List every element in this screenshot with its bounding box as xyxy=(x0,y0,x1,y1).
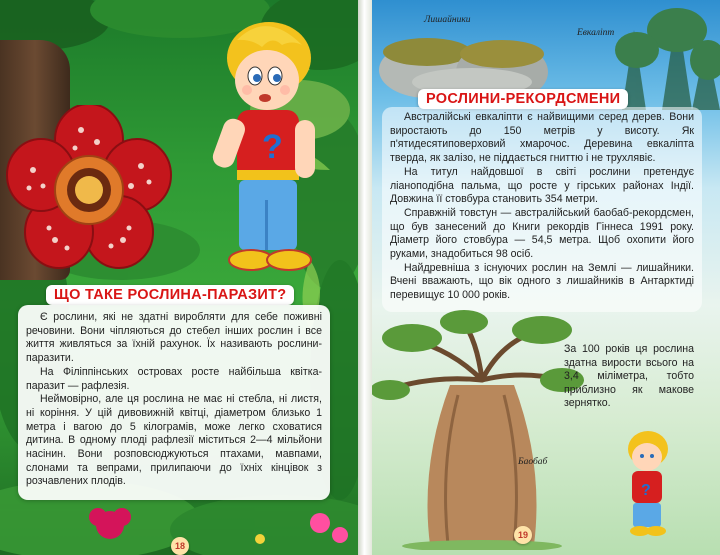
right-paragraph-2: На титул найдовшої в світі рослини претендує ліаноподібна пальма, що росте у гірських районах Індії. Довжина її стовбура становить 354 метри. xyxy=(390,165,694,206)
right-paragraph-3: Справжній товстун — австралійський баобаб-рекордсмен, що був занесений до Книги рекордів Гіннеса 1991 року. Діаметр його стовбура — 54,5 метра. Щоб охопити його руками, знадобиться 98 осіб. xyxy=(390,206,694,261)
right-bottom-text-box xyxy=(564,343,694,438)
right-paragraph-5: За 100 років ця рослина здатна вирости всього на 3,4 міліметра, тобто приблизно як макове зернятко. xyxy=(564,343,694,409)
boy-shirt-mark: ? xyxy=(262,128,283,166)
page-number-right: 19 xyxy=(514,526,532,544)
left-paragraph-1: Є рослини, які не здатні виробляти для себе поживні речовини. Вони чіпляються до стебел інших рослин і все життя живляться за їхній рахунок. Їх називають рослини-паразити. xyxy=(26,311,322,365)
caption-lichens: Лишайники xyxy=(424,15,471,25)
book-spine xyxy=(358,0,372,555)
small-boy-illustration xyxy=(612,425,682,540)
small-boy-shirt-mark: ? xyxy=(641,482,651,499)
right-text-box xyxy=(382,107,702,312)
right-paragraph-4: Найдревніша з існуючих рослин на Землі — лишайники. Вчені вважають, що вік одного з лишайників в Антарктиді перевищує 10 000 років. xyxy=(390,261,694,302)
rafflesia-flower xyxy=(4,105,174,275)
right-page xyxy=(372,0,720,555)
caption-eucalyptus: Евкаліпт xyxy=(577,28,615,38)
left-paragraph-2: На Філіппінських островах росте найбільша квітка-паразит — рафлезія. xyxy=(26,365,322,392)
left-heading: ЩО ТАКЕ РОСЛИНА-ПАРАЗИТ? xyxy=(46,285,294,305)
right-paragraph-1: Австралійські евкаліпти є найвищими серед дерев. Вони виростають до 150 метрів у висоту. Як п'ятидесятиповерховий хмарочос. Деревина евкаліпта тверда, як залізо, не піддається гниттю і не трухлявіє. xyxy=(390,111,694,165)
right-heading: РОСЛИНИ-РЕКОРДСМЕНИ xyxy=(418,89,628,109)
left-paragraph-3: Неймовірно, але ця рослина не має ні стебла, ні листя, ні коріння. У цій дивовижній квітці, діаметром близько 1 метра і вагою до 5 кілограмів, може легко сховатися дитина. В одному плоді рафлезії міститься 2—4 мільйони насінин. Вони розповсюджуються птахами, мавпами, слонами та вепрами, прилипаючи до їхніх кінцівок з розчавлених плодів. xyxy=(26,393,322,488)
left-text-box xyxy=(18,305,330,500)
baobab-tree xyxy=(372,310,592,550)
boy-illustration xyxy=(207,10,327,280)
caption-baobab: Баобаб xyxy=(518,457,548,467)
left-page xyxy=(0,0,358,555)
page-number-left: 18 xyxy=(171,537,189,555)
